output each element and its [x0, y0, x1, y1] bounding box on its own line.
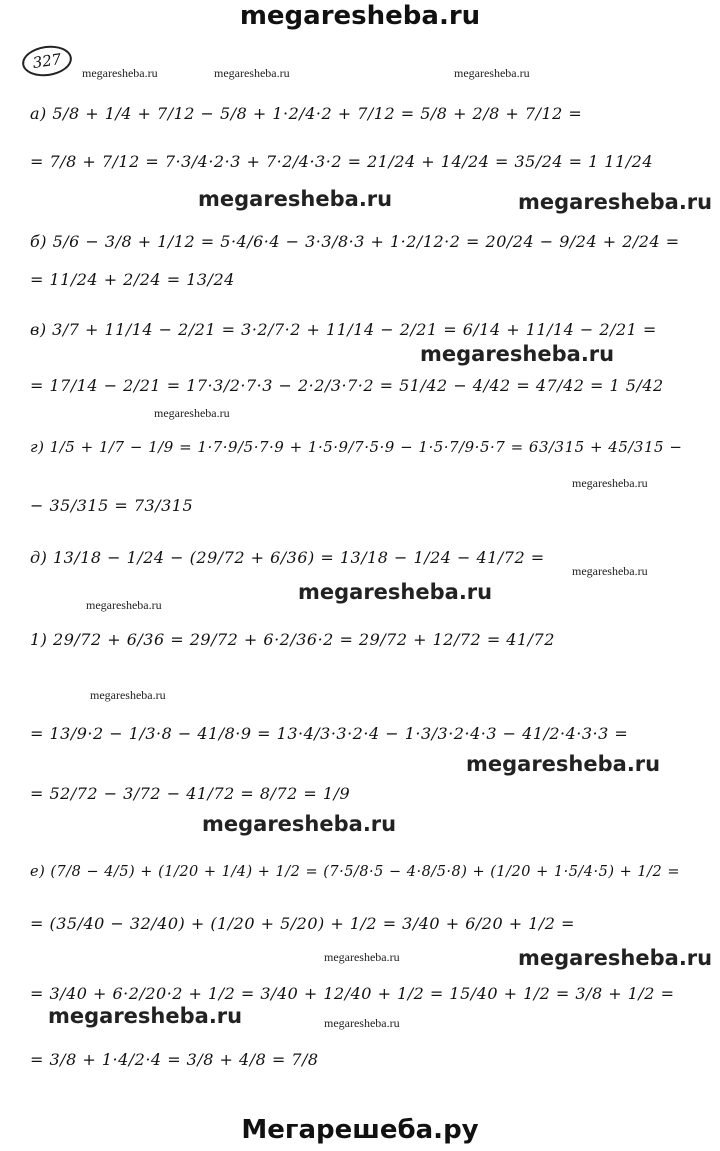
- watermark: megaresheba.ru: [298, 580, 493, 604]
- watermark: megaresheba.ru: [324, 950, 400, 964]
- watermark: megaresheba.ru: [518, 946, 713, 970]
- solution-line: г) 1/5 + 1/7 − 1/9 = 1·7·9/5·7·9 + 1·5·9/7·5·9 − 1·5·7/9·5·7 = 63/315 + 45/315 −: [30, 438, 683, 456]
- watermark: megaresheba.ru: [518, 190, 713, 214]
- solution-line: в) 3/7 + 11/14 − 2/21 = 3·2/7·2 + 11/14 − 2/21 = 6/14 + 11/14 − 2/21 =: [30, 320, 657, 339]
- watermark: megaresheba.ru: [466, 752, 661, 776]
- solution-line: = 13/9·2 − 1/3·8 − 41/8·9 = 13·4/3·3·2·4 − 1·3/3·2·4·3 − 41/2·4·3·3 =: [30, 724, 629, 743]
- solution-line: − 35/315 = 73/315: [30, 496, 194, 515]
- watermark: megaresheba.ru: [82, 66, 158, 80]
- solution-line: 1) 29/72 + 6/36 = 29/72 + 6·2/36·2 = 29/72 + 12/72 = 41/72: [30, 630, 555, 649]
- solution-line: б) 5/6 − 3/8 + 1/12 = 5·4/6·4 − 3·3/8·3 + 1·2/12·2 = 20/24 − 9/24 + 2/24 =: [30, 232, 680, 251]
- watermark: megaresheba.ru: [202, 812, 397, 836]
- solution-line: = 11/24 + 2/24 = 13/24: [30, 270, 235, 289]
- watermark: megaresheba.ru: [214, 66, 290, 80]
- watermark: megaresheba.ru: [48, 1004, 243, 1028]
- site-header: megaresheba.ru: [239, 1, 481, 31]
- watermark: megaresheba.ru: [86, 598, 162, 612]
- solution-line: = 52/72 − 3/72 − 41/72 = 8/72 = 1/9: [30, 784, 351, 803]
- watermark: megaresheba.ru: [198, 187, 393, 211]
- solution-line: = (35/40 − 32/40) + (1/20 + 5/20) + 1/2 = 3/40 + 6/20 + 1/2 =: [30, 914, 575, 933]
- watermark: megaresheba.ru: [154, 406, 230, 420]
- watermark: megaresheba.ru: [324, 1016, 400, 1030]
- solution-line: = 3/8 + 1·4/2·4 = 3/8 + 4/8 = 7/8: [30, 1050, 319, 1069]
- watermark: megaresheba.ru: [572, 476, 648, 490]
- solution-line: = 17/14 − 2/21 = 17·3/2·7·3 − 2·2/3·7·2 = 51/42 − 4/42 = 47/42 = 1 5/42: [30, 376, 664, 395]
- solution-line: д) 13/18 − 1/24 − (29/72 + 6/36) = 13/18 − 1/24 − 41/72 =: [30, 548, 545, 567]
- task-number: 327: [20, 43, 74, 80]
- watermark: megaresheba.ru: [454, 66, 530, 80]
- solution-line: = 3/40 + 6·2/20·2 + 1/2 = 3/40 + 12/40 + 1/2 = 15/40 + 1/2 = 3/8 + 1/2 =: [30, 984, 675, 1003]
- watermark: megaresheba.ru: [572, 564, 648, 578]
- solution-line: а) 5/8 + 1/4 + 7/12 − 5/8 + 1·2/4·2 + 7/12 = 5/8 + 2/8 + 7/12 =: [30, 104, 583, 123]
- solution-line: е) (7/8 − 4/5) + (1/20 + 1/4) + 1/2 = (7·5/8·5 − 4·8/5·8) + (1/20 + 1·5/4·5) + 1/2 =: [30, 864, 680, 880]
- watermark: megaresheba.ru: [90, 688, 166, 702]
- site-footer: Мегарешеба.ру: [241, 1115, 479, 1145]
- solution-line: = 7/8 + 7/12 = 7·3/4·2·3 + 7·2/4·3·2 = 21/24 + 14/24 = 35/24 = 1 11/24: [30, 152, 654, 171]
- watermark: megaresheba.ru: [420, 342, 615, 366]
